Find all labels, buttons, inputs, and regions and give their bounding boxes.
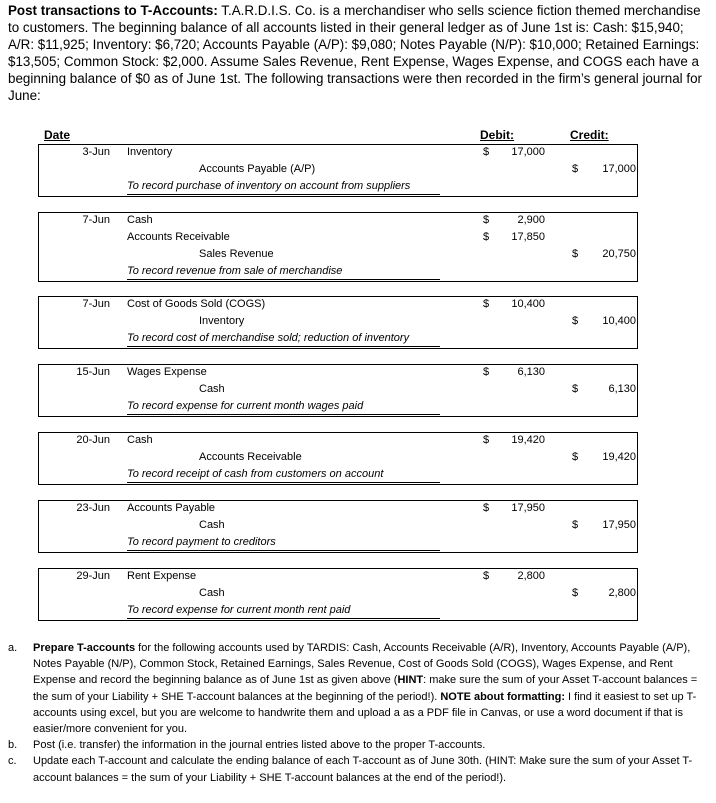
debit-amount: 19,420	[511, 434, 545, 446]
debit-dollar-sign: $	[483, 366, 490, 378]
entry-date: 7-Jun	[82, 298, 110, 310]
entry-memo: To record payment to creditors	[127, 536, 276, 548]
credit-dollar-sign: $	[572, 163, 579, 175]
credit-dollar-sign: $	[572, 383, 579, 395]
credit-amount: 10,400	[602, 315, 636, 327]
debit-dollar-sign: $	[483, 231, 490, 243]
entry-date: 29-Jun	[76, 570, 110, 582]
credit-dollar-sign: $	[572, 315, 579, 327]
entry-memo: To record expense for current month rent paid	[127, 604, 351, 616]
debit-dollar-sign: $	[483, 570, 490, 582]
entry-memo: To record expense for current month wages paid	[127, 400, 364, 412]
credit-amount: 20,750	[602, 248, 636, 260]
credit-header: Credit:	[570, 128, 609, 142]
debit-amount: 6,130	[517, 366, 545, 378]
credit-account: Accounts Receivable	[199, 451, 302, 463]
credit-amount: 17,000	[602, 163, 636, 175]
debit-amount: 17,950	[511, 502, 545, 514]
journal-entry-box	[38, 144, 638, 197]
debit-dollar-sign: $	[483, 146, 490, 158]
journal-entry-box	[38, 296, 638, 349]
instruction-c: c. Update each T-account and calculate the ending balance of each T-account as of June 30th. (HINT: Make sure the sum of your Asset T-account balances = the sum of your Liability + SHE T-account balances at the end of the period!).	[8, 755, 693, 784]
credit-dollar-sign: $	[572, 587, 579, 599]
credit-dollar-sign: $	[572, 451, 579, 463]
date-header: Date	[44, 128, 71, 142]
debit-dollar-sign: $	[483, 214, 490, 226]
debit-amount: 2,900	[517, 214, 545, 226]
debit-account: Accounts Receivable	[127, 231, 230, 243]
credit-account: Accounts Payable (A/P)	[199, 163, 316, 175]
credit-account: Cash	[199, 587, 225, 599]
credit-account: Cash	[199, 383, 225, 395]
credit-amount: 6,130	[608, 383, 636, 395]
credit-dollar-sign: $	[572, 248, 579, 260]
debit-account: Cost of Goods Sold (COGS)	[127, 298, 266, 310]
intro-heading: Post transactions to T-Accounts:	[8, 3, 218, 18]
entry-date: 23-Jun	[76, 502, 110, 514]
journal-entry-box	[38, 364, 638, 417]
instruction-a: a. Prepare T-accounts for the following accounts used by TARDIS: Cash, Accounts Receivable (A/R), Inventory, Accounts Payable (A/P), Notes Payable (N/P), Common Stock, Retained Earnings, Sales Revenue, Cost of Goods Sold (COGS), Wages Expense, and Rent Expense and record the beginning balance as of June 1st as given above (HINT: make sure the sum of your Asset T-account balances = the sum of your Liability + SHE T-account balances at the beginning of the period!). NOTE about formatting: I find it easiest to set up T-accounts using excel, but you are welcome to handwrite them and upload a as a PDF file in Canvas, or use a word document if that is easier/more convenient for you.	[8, 642, 698, 736]
credit-account: Sales Revenue	[199, 248, 274, 260]
debit-account: Inventory	[127, 146, 173, 158]
credit-account: Cash	[199, 519, 225, 531]
entry-date: 7-Jun	[82, 214, 110, 226]
debit-account: Rent Expense	[127, 570, 197, 582]
debit-dollar-sign: $	[483, 298, 490, 310]
intro-text: T.A.R.D.I.S. Co. is a merchandiser who sells science fiction themed merchandise to customers. The beginning balance of all accounts listed in their general ledger as of June 1st is: Cash: $15,940; A/R: $11,925; Inventory: $6,720; Accounts Payable (A/P): $9,080; Notes Payable (N/P): $10,000; Retained Earnings: $13,505; Common Stock: $2,000. Assume Sales Revenue, Rent Expense, Wages Expense, and COGS each have a beginning balance of $0 as of June 1st. The following transactions were then recorded in the firm’s general journal for June:	[8, 3, 703, 103]
debit-account: Wages Expense	[127, 366, 207, 378]
debit-account: Cash	[127, 434, 153, 446]
debit-amount: 10,400	[511, 298, 545, 310]
debit-account: Cash	[127, 214, 153, 226]
debit-account: Accounts Payable	[127, 502, 216, 514]
journal-entry-box	[38, 500, 638, 553]
instructions-list	[8, 640, 708, 786]
entry-memo: To record cost of merchandise sold; reduction of inventory	[127, 332, 410, 344]
credit-amount: 19,420	[602, 451, 636, 463]
debit-dollar-sign: $	[483, 502, 490, 514]
debit-amount: 17,000	[511, 146, 545, 158]
debit-amount: 2,800	[517, 570, 545, 582]
journal-entry-box	[38, 568, 638, 621]
entry-memo: To record revenue from sale of merchandise	[127, 265, 343, 277]
credit-dollar-sign: $	[572, 519, 579, 531]
entry-date: 15-Jun	[76, 366, 110, 378]
entry-date: 3-Jun	[82, 146, 110, 158]
intro-paragraph	[8, 2, 708, 104]
entry-date: 20-Jun	[76, 434, 110, 446]
debit-header: Debit:	[480, 128, 514, 142]
journal-entry-box	[38, 432, 638, 485]
instruction-b: b. Post (i.e. transfer) the information in the journal entries listed above to the proper T-accounts.	[8, 739, 486, 752]
entry-memo: To record receipt of cash from customers on account	[127, 468, 384, 480]
debit-dollar-sign: $	[483, 434, 490, 446]
journal-entry-box	[38, 212, 638, 282]
entry-memo: To record purchase of inventory on account from suppliers	[127, 180, 411, 192]
credit-amount: 17,950	[602, 519, 636, 531]
debit-amount: 17,850	[511, 231, 545, 243]
credit-amount: 2,800	[608, 587, 636, 599]
credit-account: Inventory	[199, 315, 245, 327]
